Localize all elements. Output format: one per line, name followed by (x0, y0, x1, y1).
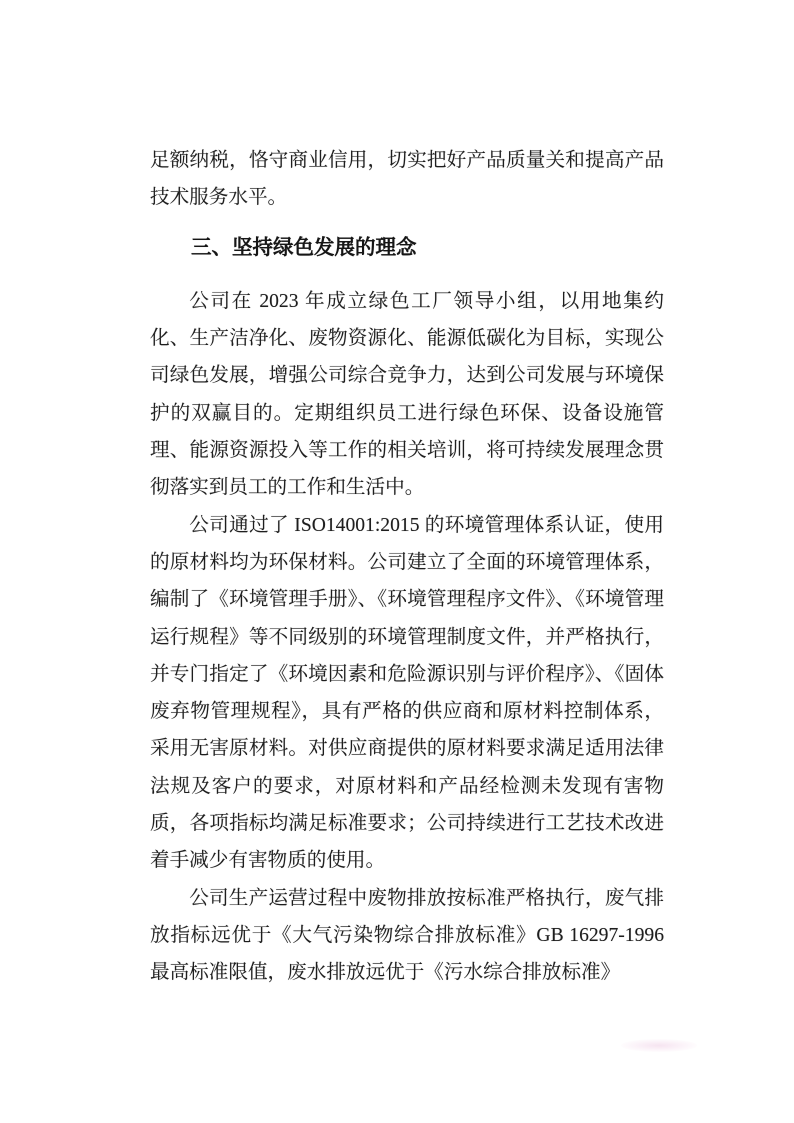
page-body (150, 142, 664, 992)
body-paragraph-1: 公司在 2023 年成立绿色工厂领导小组，以用地集约化、生产洁净化、废物资源化、能源低碳化为目标，实现公司绿色发展，增强公司综合竞争力，达到公司发展与环境保护的双赢目的。定期组织员工进行绿色环保、设备设施管理、能源资源投入等工作的相关培训，将可持续发展理念贯彻落实到员工的工作和生活中。 (150, 290, 664, 499)
body-paragraph-3: 公司生产运营过程中废物排放按标准严格执行，废气排放指标远优于《大气污染物综合排放标准》GB 16297-1996 最高标准限值，废水排放远优于《污水综合排放标准》 (150, 887, 664, 984)
continuation-paragraph: 足额纳税，恪守商业信用，切实把好产品质量关和提高产品技术服务水平。 (150, 150, 664, 209)
section-heading: 三、坚持绿色发展的理念 (191, 236, 417, 259)
faint-watermark-smudge (621, 1039, 697, 1052)
body-paragraph-2: 公司通过了 ISO14001:2015 的环境管理体系认证，使用的原材料均为环保材料。公司建立了全面的环境管理体系，编制了《环境管理手册》、《环境管理程序文件》、《环境管理运行规程》等不同级别的环境管理制度文件，并严格执行，并专门指定了《环境因素和危险源识别与评价程序》、《固体废弃物管理规程》，具有严格的供应商和原材料控制体系，采用无害原材料。对供应商提供的原材料要求满足适用法律法规及客户的要求，对原材料和产品经检测未发现有害物质，各项指标均满足标准要求；公司持续进行工艺技术改进着手减少有害物质的使用。 (150, 514, 664, 872)
